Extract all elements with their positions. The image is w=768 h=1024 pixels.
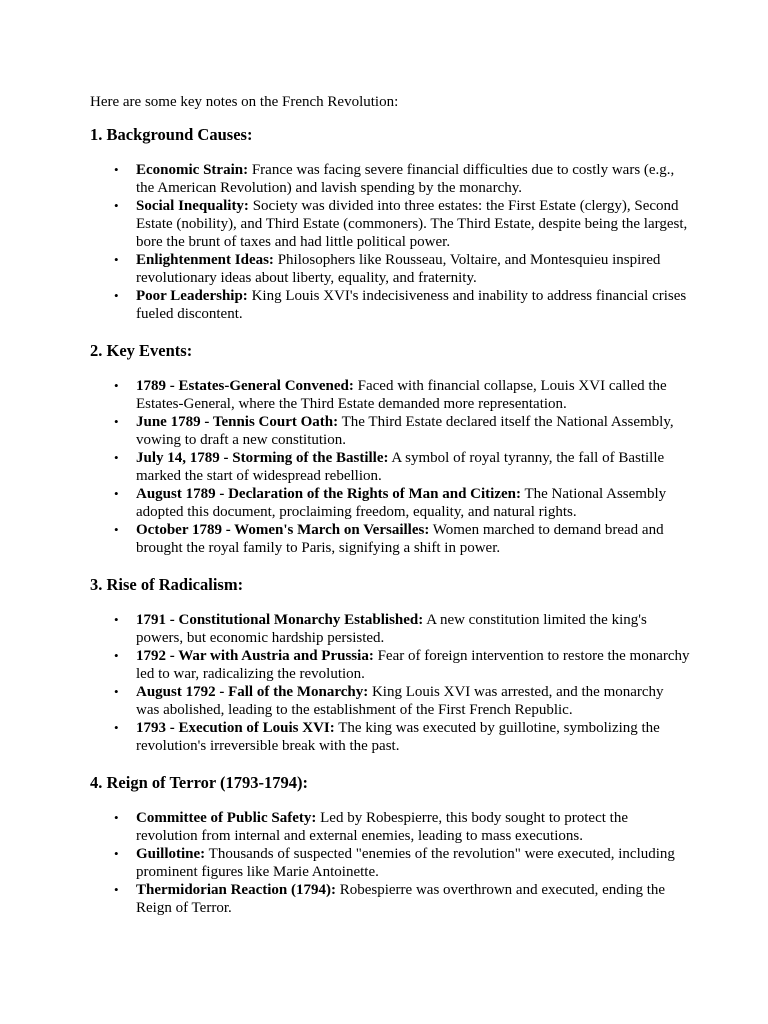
bullet-icon: • (114, 612, 119, 627)
item-text: The National Assembly adopted this document, proclaiming freedom, equality, and natural rights. (136, 486, 667, 520)
item-lead: Committee of Public Safety: (136, 810, 317, 826)
item-lead: June 1789 - Tennis Court Oath: (136, 414, 339, 430)
section-rise-of-radicalism (90, 575, 690, 755)
list-item (114, 251, 690, 287)
bullet-icon: • (114, 846, 119, 861)
item-text: King Louis XVI was arrested, and the monarchy was abolished, leading to the establishment of the First French Republic. (136, 684, 664, 718)
list-item (114, 197, 690, 251)
item-lead: 1791 - Constitutional Monarchy Established: (136, 612, 424, 628)
item-lead: Guillotine: (136, 846, 206, 862)
item-lead: August 1792 - Fall of the Monarchy: (136, 684, 369, 700)
item-lead: Enlightenment Ideas: (136, 252, 274, 268)
item-lead: Economic Strain: (136, 162, 249, 178)
bullet-icon: • (114, 810, 119, 825)
item-text: Thousands of suspected "enemies of the revolution" were executed, including prominent figures like Marie Antoinette. (136, 846, 675, 880)
bullet-icon: • (114, 648, 119, 663)
item-lead: Social Inequality: (136, 198, 249, 214)
list-item (114, 485, 690, 521)
item-text: Robespierre was overthrown and executed, ending the Reign of Terror. (136, 882, 666, 916)
bullet-list (90, 809, 690, 917)
bullet-icon: • (114, 450, 119, 465)
section-background-causes (90, 125, 690, 323)
item-text: Philosophers like Rousseau, Voltaire, and Montesquieu inspired revolutionary ideas about liberty, equality, and fraternity. (136, 252, 661, 286)
list-item (114, 881, 690, 917)
item-lead: July 14, 1789 - Storming of the Bastille: (136, 450, 389, 466)
bullet-icon: • (114, 288, 119, 303)
item-lead: 1793 - Execution of Louis XVI: (136, 720, 335, 736)
item-text: The king was executed by guillotine, symbolizing the revolution's irreversible break with the past. (136, 720, 660, 754)
list-item (114, 521, 690, 557)
list-item (114, 719, 690, 755)
item-text: A new constitution limited the king's powers, but economic hardship persisted. (136, 612, 647, 646)
list-item (114, 449, 690, 485)
list-item (114, 413, 690, 449)
item-text: Fear of foreign intervention to restore the monarchy led to war, radicalizing the revolution. (136, 648, 690, 682)
document-body (90, 93, 690, 935)
item-text: Led by Robespierre, this body sought to protect the revolution from internal and external enemies, leading to mass executions. (136, 810, 628, 844)
bullet-icon: • (114, 162, 119, 177)
item-text: The Third Estate declared itself the National Assembly, vowing to draft a new constitution. (136, 414, 674, 448)
bullet-icon: • (114, 486, 119, 501)
bullet-icon: • (114, 684, 119, 699)
item-text: France was facing severe financial difficulties due to costly wars (e.g., the American Revolution) and lavish spending by the monarchy. (136, 162, 675, 196)
bullet-icon: • (114, 414, 119, 429)
list-item (114, 683, 690, 719)
bullet-list (90, 377, 690, 557)
bullet-icon: • (114, 522, 119, 537)
bullet-list (90, 611, 690, 755)
item-text: Society was divided into three estates: the First Estate (clergy), Second Estate (nobility), and Third Estate (commoners). The Third Estate, despite being the largest, bore the brunt of taxes and had little political power. (136, 198, 688, 250)
list-item (114, 377, 690, 413)
item-lead: Poor Leadership: (136, 288, 248, 304)
section-heading: 3. Rise of Radicalism: (90, 575, 244, 594)
list-item (114, 809, 690, 845)
section-key-events (90, 341, 690, 557)
item-text: Faced with financial collapse, Louis XVI called the Estates-General, where the Third Estate demanded more representation. (136, 378, 667, 412)
item-text: Women marched to demand bread and brought the royal family to Paris, signifying a shift in power. (136, 522, 664, 556)
item-lead: Thermidorian Reaction (1794): (136, 882, 336, 898)
bullet-list (90, 161, 690, 323)
item-text: A symbol of royal tyranny, the fall of Bastille marked the start of widespread rebellion. (136, 450, 665, 484)
list-item (114, 161, 690, 197)
intro-text: Here are some key notes on the French Revolution: (90, 94, 399, 110)
item-lead: August 1789 - Declaration of the Rights of Man and Citizen: (136, 486, 521, 502)
section-heading: 2. Key Events: (90, 341, 193, 360)
bullet-icon: • (114, 198, 119, 213)
item-lead: 1792 - War with Austria and Prussia: (136, 648, 374, 664)
bullet-icon: • (114, 882, 119, 897)
list-item (114, 287, 690, 323)
section-heading: 1. Background Causes: (90, 125, 253, 144)
section-reign-of-terror (90, 773, 690, 917)
item-text: King Louis XVI's indecisiveness and inability to address financial crises fueled discontent. (136, 288, 687, 322)
item-lead: October 1789 - Women's March on Versailles: (136, 522, 430, 538)
list-item (114, 647, 690, 683)
list-item (114, 845, 690, 881)
section-heading: 4. Reign of Terror (1793-1794): (90, 773, 308, 792)
bullet-icon: • (114, 720, 119, 735)
item-lead: 1789 - Estates-General Convened: (136, 378, 354, 394)
list-item (114, 611, 690, 647)
bullet-icon: • (114, 252, 119, 267)
bullet-icon: • (114, 378, 119, 393)
